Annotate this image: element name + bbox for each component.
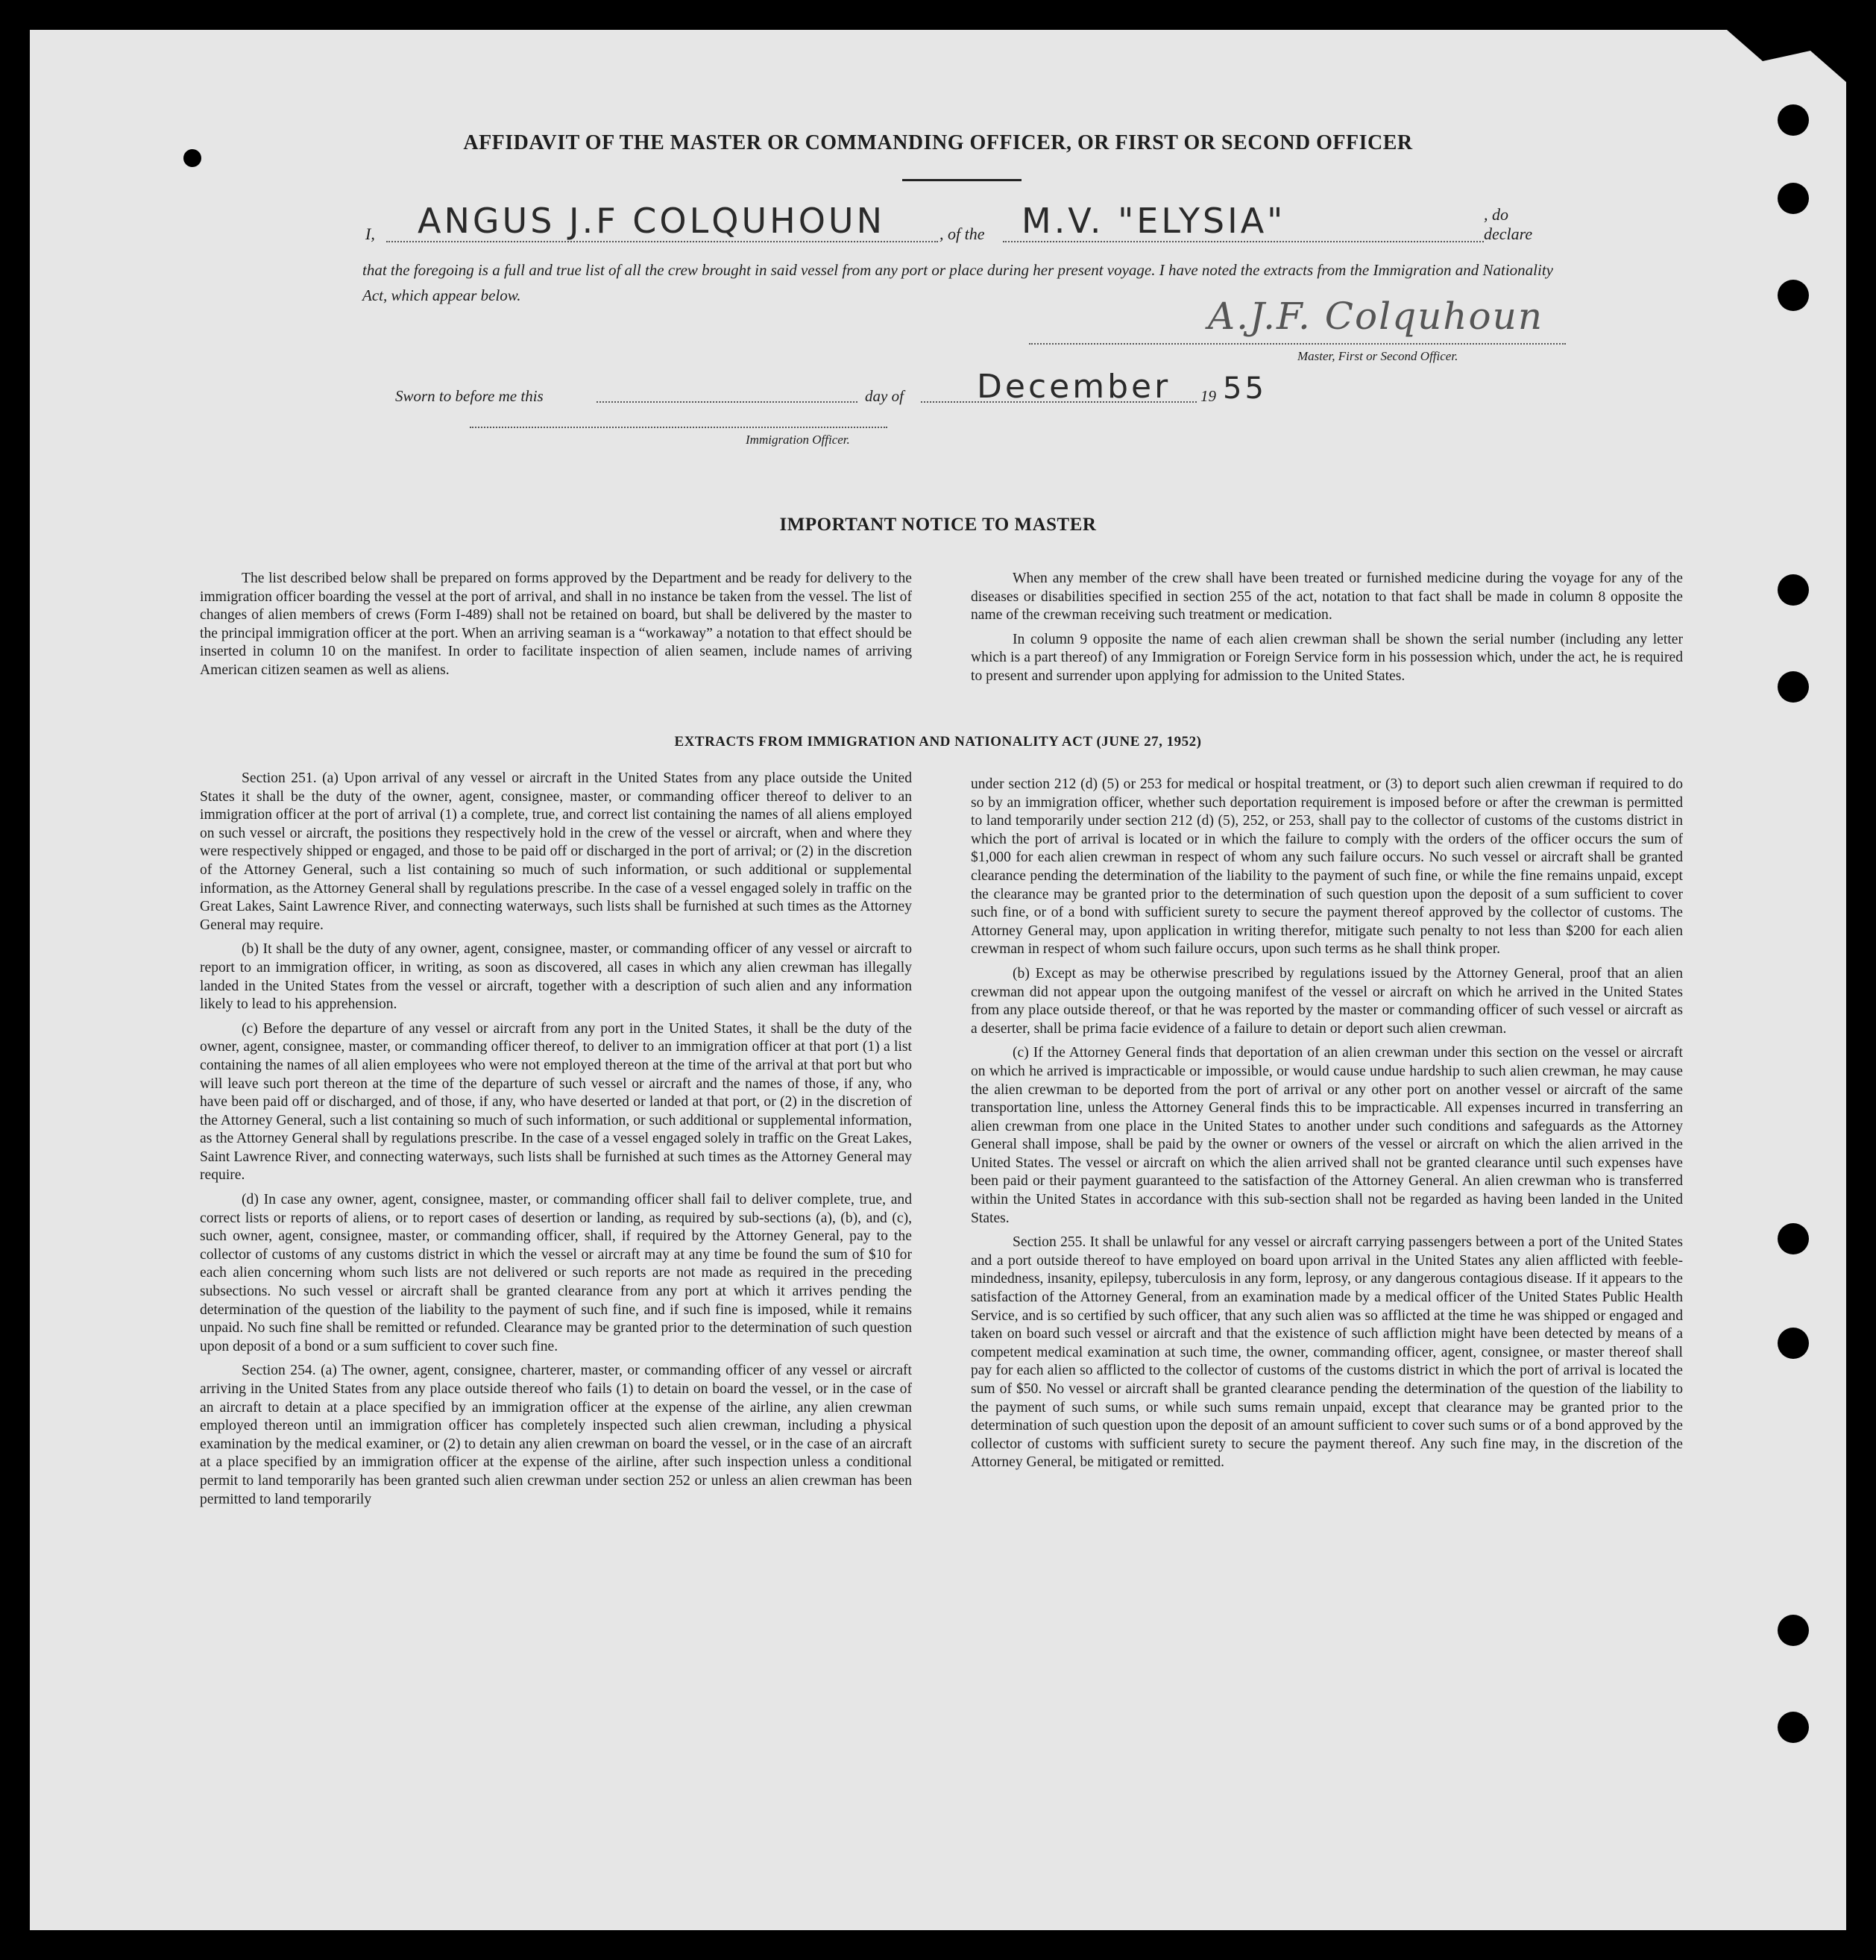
punch-hole: [1778, 1712, 1809, 1743]
sworn-label: Sworn to before me this: [395, 387, 544, 405]
declare-prefix: I,: [365, 224, 375, 243]
declaration-line: [365, 198, 1558, 250]
section-paragraph: under section 212 (d) (5) or 253 for medical or hospital treatment, or (3) to deport such alien crewman if required to do so by an immigration officer, whether such deportation requirement is imposed before or after the crewman is permitted to land temporarily under section 212 (d) (5), 252, or 253, shall pay to the collector of customs of the customs district in which the port of arrival is located or in which the failure to comply with the orders of the officer occurs the sum of $1,000 for each alien crewman in respect of whom any such failure occurs. No such vessel or aircraft shall be granted clearance pending the determination of the liability to the payment of such fine, or while the fine remains unpaid, except the clearance may be granted prior to the determination of such question upon the deposit of a sum sufficient to cover such fine, or of a bond with sufficient surety to secure the payment thereof approved by the collector of customs. The Attorney General may, upon application in writing therefor, mitigate such penalty to not less than $200 for each alien crewman in respect of whom such failure occurs, upon such terms as he shall think proper.: [971, 776, 1683, 958]
name-underline: [386, 241, 938, 242]
punch-hole: [1778, 1615, 1809, 1646]
notice-paragraph: In column 9 opposite the name of each alien crewman shall be shown the serial number (including any letter which is a part thereof) of any Immigration or Foreign Service form in his possession which, under the act, he is required to present and surrender upon applying for admission to the United States.: [971, 631, 1683, 684]
section-paragraph: (d) In case any owner, agent, consignee, master, or commanding officer shall fail to deliver complete, true, and correct lists or reports of aliens, or to report cases of desertion or landing, as required by sub-sections (a), (b), and (c), such owner, agent, consignee, master, or commanding officer, shall, if required by the Attorney General, pay to the collector of customs of any customs district in which the vessel or aircraft may at any time be found the sum of $10 for each alien concerning whom such lists are not delivered or such reports are not made as required in the preceding subsections. No such vessel or aircraft shall be granted clearance from any port at which it arrives pending the determination of the question of the liability to the payment of such fine, and if such fine is imposed, while it remains unpaid. No such fine shall be remitted or refunded. Clearance may be granted prior to the determination of such question upon deposit of a bond or a sum sufficient to cover such fine.: [200, 1192, 912, 1354]
punch-hole: [1778, 1223, 1809, 1254]
punch-hole: [1778, 183, 1809, 214]
master-name-handwritten: ANGUS J.F COLQUHOUN: [418, 201, 885, 241]
vessel-name-handwritten: M.V. "ELYSIA": [1022, 201, 1286, 241]
declaration-statement: that the foregoing is a full and true list of all the crew brought in said vessel from any port or place during her present voyage. I have noted the extracts from the Immigration and Nationality Act, which appear below.: [362, 261, 1553, 304]
section-paragraph: (b) Except as may be otherwise prescribed by regulations issued by the Attorney General, proof that an alien crewman did not appear upon the outgoing manifest of the vessel or aircraft on which he arrived in the United States from any place outside thereof, or that he was reported by the master or commanding officer of such vessel or aircraft as a deserter, shall be prima facie evidence of a failure to detain or deport such alien crewman.: [971, 965, 1683, 1037]
document-page: [30, 30, 1846, 1930]
year-prefix: 19: [1200, 387, 1216, 405]
punch-hole: [1778, 671, 1809, 703]
master-signature: A.J.F. Colquhoun: [1208, 295, 1544, 338]
notice-paragraph: When any member of the crew shall have been treated or furnished medicine during the voyage for any of the diseases or disabilities specified in section 255 of the act, notation to that fact shall be made in column 8 opposite the name of the crewman receiving such treatment or medication.: [971, 571, 1683, 624]
month-handwritten: December: [977, 368, 1171, 406]
immigration-officer-line: [470, 427, 887, 428]
section-paragraph: (c) Before the departure of any vessel or aircraft from any port in the United States, it shall be the duty of the owner, agent, consignee, master, or commanding officer thereof, to deliver to an immigration officer at that port (1) a list containing the names of all alien employees who were not employed thereon at the time of the arrival at that port but who will leave such port thereon at the time of the departure of such vessel or aircraft and the names of those, if any, who have been paid off or discharged, and of those, if any, who have deserted or landed at that port, or (2) in the discretion of the Attorney General, such a list containing so much of such information, or such additional or supplemental information, as the Attorney General shall by regulations prescribe. In the case of a vessel engaged solely in traffic on the Great Lakes, Saint Lawrence River, and connecting waterways, such lists shall be furnished at such times as the Attorney General may require.: [200, 1020, 912, 1184]
punch-holes: [1757, 30, 1846, 1930]
section-paragraph: Section 254. (a) The owner, agent, consignee, charterer, master, or commanding officer of any vessel or aircraft arriving in the United States from any place outside thereof who fails (1) to detain on board the vessel, or in the case of an aircraft to detain at a place specified by an immigration officer at the expense of the airline, any alien crewman employed thereon until an immigration officer has completely inspected such alien crewman, including a physical examination by the medical examiner, or (2) to detain any alien crewman on board the vessel, or in the case of an aircraft at a place specified by an immigration officer at the expense of the airline, after such inspection unless a conditional permit to land temporarily has been granted such alien crewman under section 252 or unless an alien crewman has been permitted to land temporarily: [200, 1363, 912, 1507]
day-of-label: day of: [865, 387, 904, 405]
day-underline: [597, 401, 857, 403]
notice-left-column: [200, 570, 912, 686]
notice-paragraph: The list described below shall be prepared on forms approved by the Department and be ready for delivery to the immigration officer boarding the vessel at the port of arrival, and shall in no instance be taken from the vessel. The list of changes of alien members of crews (Form I-489) shall not be retained on board, but shall be delivered by the master to the principal immigration officer at the port. When an arriving seaman is a “workaway” a notation to that effect should be inserted in column 10 on the manifest. In order to facilitate inspection of alien seamen, include names of arriving American citizen seamen as well as aliens.: [200, 571, 912, 678]
section-paragraph: (c) If the Attorney General finds that deportation of an alien crewman under this section on the vessel or aircraft on which he arrived is impracticable or impossible, or would cause undue hardship to such alien crewman, he may cause the alien crewman to be deported from the port of arrival or any other port on another vessel or aircraft of the same transportation line, unless the Attorney General finds this to be impracticable. All expenses incurred in transferring an alien crewman from one place in the United States to another under such conditions and safeguards as the Attorney General shall impose, shall be paid by the owner or owners of the vessel or aircraft on which the alien arrived in the United States. The vessel or aircraft on which the alien arrived shall not be granted clearance until such expenses have been paid or their payment guaranteed to the satisfaction of the Attorney General. An alien crewman who is transferred within the United States in accordance with this sub-section shall not be regarded as having been landed in the United States.: [971, 1045, 1683, 1226]
vessel-underline: [1003, 241, 1484, 242]
immigration-officer-caption: Immigration Officer.: [746, 433, 850, 447]
do-declare-label: , do declare: [1484, 205, 1533, 243]
notice-title: IMPORTANT NOTICE TO MASTER: [779, 515, 1097, 535]
extracts-right-column: [971, 776, 1683, 1478]
punch-hole: [1778, 574, 1809, 606]
section-paragraph: Section 255. It shall be unlawful for any vessel or aircraft carrying passengers between a port of the United States and a port outside thereof to have employed on board upon arrival in the United States any alien afflicted with feeble-mindedness, insanity, epilepsy, tuberculosis in any form, leprosy, or any dangerous contagious disease. If it appears to the satisfaction of the Attorney General, from an examination made by a medical officer of the United States Public Health Service, and is so certified by such officer, that any such alien was so afflicted at the time he was shipped or engaged and taken on board such vessel or aircraft and that the existence of such affliction might have been detected by means of a competent medical examination at such time, the owner, commanding officer, agent, consignee, or master thereof shall pay for each alien so afflicted to the collector of customs of the customs district in which the port of arrival is located the sum of $50. No vessel or aircraft shall be granted clearance pending the determination of the question of the liability to the payment of such sums, or while such sums remain unpaid, except that clearance may be granted prior to the determination of such question upon the deposit of an amount sufficient to cover such sums or of a bond approved by the collector of customs with sufficient surety to secure the payment thereof. Any such fine may, in the discretion of the Attorney General, be mitigated or remitted.: [971, 1234, 1683, 1471]
sworn-line: [395, 365, 1290, 410]
notice-right-column: [971, 570, 1683, 692]
extracts-title: EXTRACTS FROM IMMIGRATION AND NATIONALITY ACT (JUNE 27, 1952): [674, 734, 1202, 750]
punch-hole: [1778, 280, 1809, 311]
section-paragraph: Section 251. (a) Upon arrival of any vessel or aircraft in the United States from any place outside the United States it shall be the duty of the owner, agent, consignee, master, or commanding officer thereof to deliver to an immigration officer at the port of arrival (1) a complete, true, and correct list containing the names of all aliens employed on such vessel or aircraft, the positions they respectively hold in the crew of the vessel or aircraft, when and where they were respectively shipped or engaged, and those to be paid off or discharged in the port of arrival; or (2) in the discretion of the Attorney General, such a list containing so much of such information, or such additional or supplemental information, as the Attorney General shall by regulations prescribe. In the case of a vessel engaged solely in traffic on the Great Lakes, Saint Lawrence River, and connecting waterways, such lists shall be furnished at such times as the Attorney General may require.: [200, 770, 912, 933]
extracts-left-column: [200, 770, 912, 1515]
of-the-label: , of the: [939, 224, 985, 243]
title-rule: [902, 179, 1022, 181]
section-paragraph: (b) It shall be the duty of any owner, agent, consignee, master, or commanding officer of any vessel or aircraft to report to an immigration officer, in writing, as soon as discovered, all cases in which any alien crewman has illegally landed in the United States from the vessel or aircraft, together with a description of such alien and any information likely to lead to his apprehension.: [200, 941, 912, 1013]
signature-line: [1029, 343, 1566, 345]
signature-caption: Master, First or Second Officer.: [1297, 349, 1458, 363]
year-handwritten: 55: [1223, 371, 1267, 406]
affidavit-title: AFFIDAVIT OF THE MASTER OR COMMANDING OFFICER, OR FIRST OR SECOND OFFICER: [463, 131, 1413, 154]
punch-hole: [1778, 1328, 1809, 1359]
